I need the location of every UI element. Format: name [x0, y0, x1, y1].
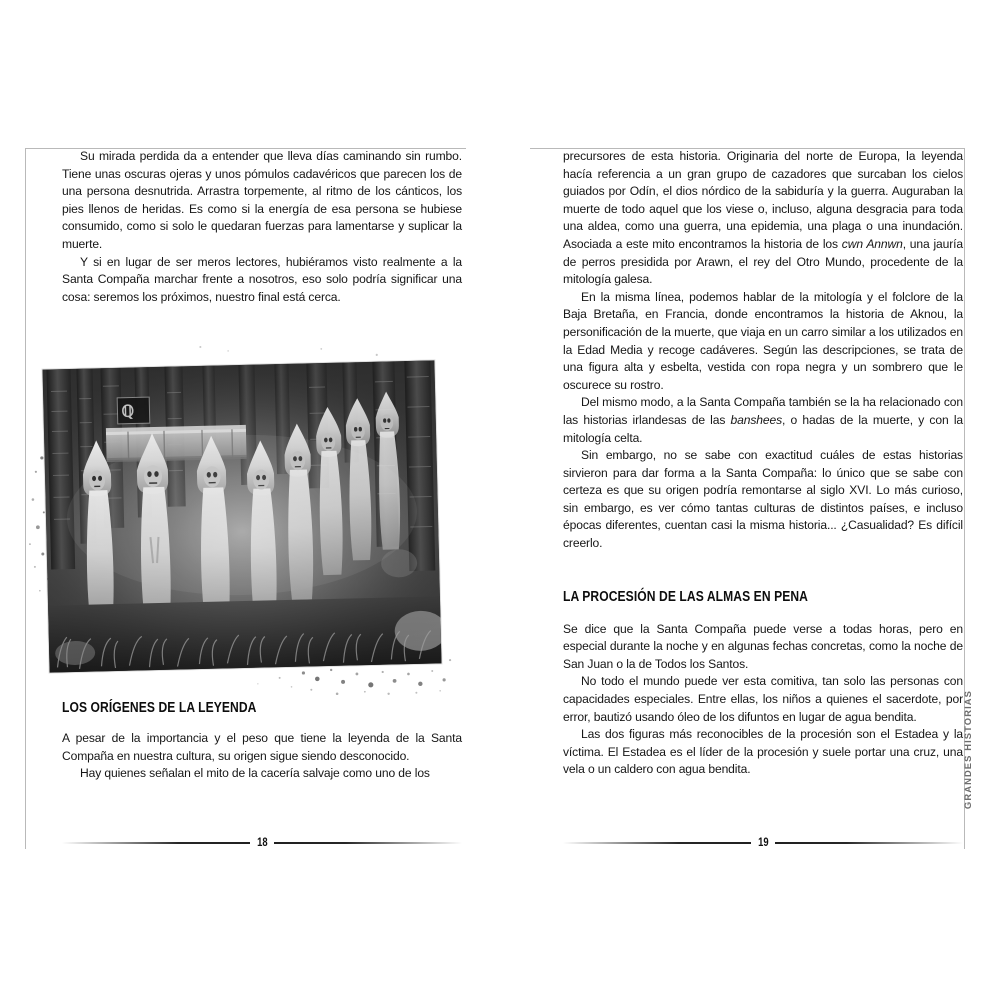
paragraph: Sin embargo, no se sabe con exactitud cuáles de estas historias sirvieron para dar forma a la Santa Compaña: lo único que se sabe con certeza es que su origen podría remontarse al siglo XVI. Lo más curioso, sin embargo, es ver cómo tantas culturas de distintos países, e incluso épocas diferentes, cuentan casi la misma historia... ¿Casualidad? Es difícil creerlo. — [563, 448, 963, 551]
paragraph: precursores de esta historia. Originaria del norte de Europa, la leyenda hacía referencia a un gran grupo de cazadores que surcaban los cielos guiados por Odín, el dios nórdico de la sabiduría y la guerra. Auguraban la muerte de todo aquel que los viese o, incluso, alguna desgracia para toda una aldea, como una guerra, una epidemia, una plaga o una inundación. Asociada a este mito encontramos la historia de los cwn Annwn, una jauría de perros presidida por Arawn, el rey del Otro Mundo, procedente de la mitología galesa. — [563, 149, 963, 287]
santa-compana-illustration — [38, 355, 450, 685]
paragraph: A pesar de la importancia y el peso que tiene la leyenda de la Santa Compaña en nuestra cultura, su origen sigue siendo desconocido. — [62, 731, 462, 763]
illustration-photo — [42, 360, 441, 672]
folio-rule-left — [563, 842, 751, 844]
folio-rule-right — [274, 842, 462, 844]
left-page-body-top — [62, 148, 462, 306]
procession-artwork — [42, 360, 441, 672]
running-head-grandes-historias: GRANDES HISTORIAS — [962, 690, 973, 810]
paragraph: Su mirada perdida da a entender que lleva días caminando sin rumbo. Tiene unas oscuras ojeras y unos pómulos cadavéricos que parecen los de una persona desnutrida. Arrastra torpemente, al ritmo de los cánticos, los pies llenos de heridas. Es como si la energía de esa persona se hubiese consumido, como si solo le quedaran fuerzas para lamentarse y suplicar la muerte. — [62, 149, 462, 251]
left-page-lower — [62, 700, 462, 783]
right-page-folio — [563, 832, 963, 854]
paragraph: Hay quienes señalan el mito de la cacería salvaje como uno de los — [80, 766, 430, 781]
page-number: 19 — [757, 837, 769, 849]
paragraph: Y si en lugar de ser meros lectores, hubiéramos visto realmente a la Santa Compaña marchar frente a nosotros, eso solo podría significar una cosa: seremos los próximos, nuestro final está cerca. — [62, 254, 462, 304]
left-page-body-bottom — [62, 730, 462, 783]
paragraph: Las dos figuras más reconocibles de la procesión son el Estadea y la víctima. El Estadea es el líder de la procesión y suele portar una cruz, una vela o un caldero con agua bendita. — [563, 727, 963, 777]
paragraph: No todo el mundo puede ver esta comitiva, tan solo las personas con capacidades especiales. Entre ellas, los niños a quienes el sacerdote, por error, bautizó usando óleo de los difuntos en lugar de agua bendita. — [563, 674, 963, 724]
left-page-folio — [62, 832, 462, 854]
right-page-body-top — [563, 148, 963, 553]
right-page-body-bottom — [563, 621, 963, 779]
paragraph: Del mismo modo, a la Santa Compaña también se la ha relacionado con las historias irlandesas de las banshees, o hadas de la muerte, y con la mitología celta. — [563, 395, 963, 445]
right-page — [563, 148, 963, 779]
page-number: 18 — [256, 837, 268, 849]
folio-rule-right — [775, 842, 963, 844]
folio-rule-left — [62, 842, 250, 844]
left-page — [62, 148, 462, 306]
paragraph: Se dice que la Santa Compaña puede verse a todas horas, pero en especial durante la noche y en algunas fechas concretas, como la noche de San Juan o la de Todos los Santos. — [563, 621, 963, 671]
paragraph: En la misma línea, podemos hablar de la mitología y el folclore de la Baja Bretaña, en Francia, donde encontramos la historia de Aknou, la personificación de la muerte, que viaja en un carro similar a los utilizados en la Edad Media y recoge cadáveres. Según las descripciones, se trata de una figura alta y esbelta, vestida con ropa negra y un sombrero que le oscurece su rostro. — [563, 289, 963, 392]
section-heading-procesion: LA PROCESIÓN DE LAS ALMAS EN PENA — [563, 588, 809, 605]
section-heading-origenes: LOS ORÍGENES DE LA LEYENDA — [62, 700, 257, 716]
